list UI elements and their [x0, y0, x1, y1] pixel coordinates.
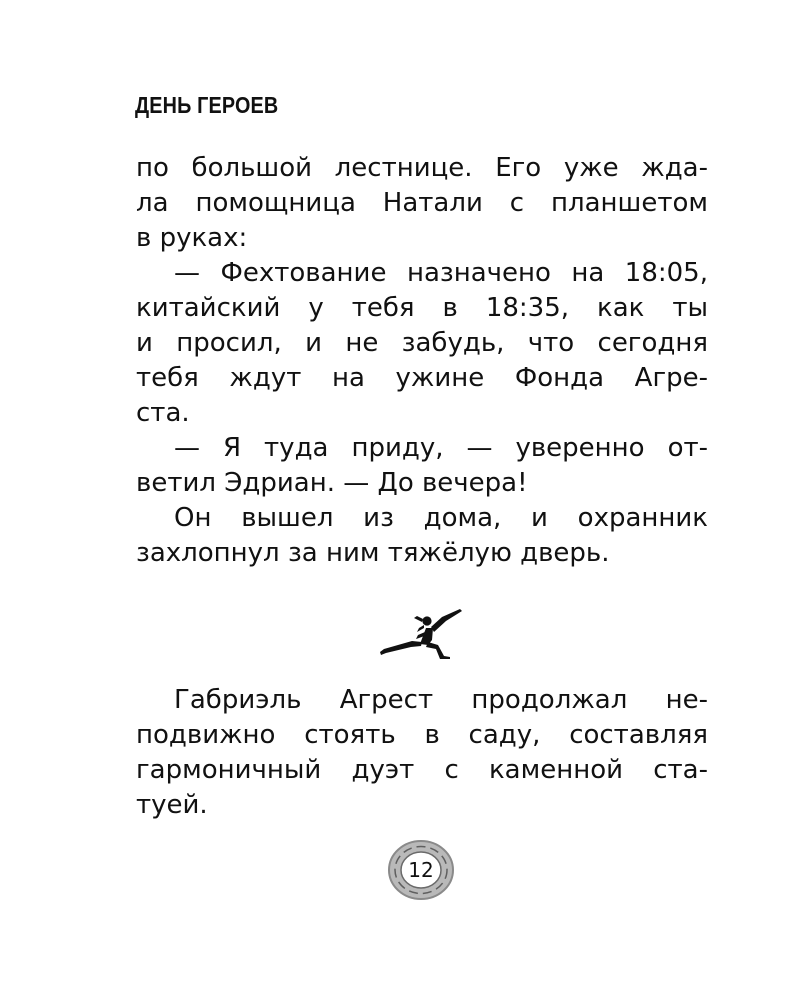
text-line: туей.: [136, 790, 208, 820]
text-line: — Фехтование назначено на 18:05,: [174, 258, 708, 288]
text-line: гармоничный дуэт с каменной ста-: [136, 755, 708, 785]
heroine-silhouette-icon: [376, 604, 466, 660]
text-line: ветил Эдриан. — До вечера!: [136, 468, 528, 498]
text-line: по большой лестнице. Его уже жда-: [136, 153, 708, 183]
text-line: ла помощница Натали с планшетом: [136, 188, 708, 218]
text-line: захлопнул за ним тяжёлую дверь.: [136, 538, 610, 568]
text-line: китайский у тебя в 18:35, как ты: [136, 293, 708, 323]
text-line: и просил, и не забудь, что сегодня: [136, 328, 708, 358]
text-line: подвижно стоять в саду, составляя: [136, 720, 708, 750]
text-line: — Я туда приду, — уверенно от-: [174, 433, 708, 463]
page-number: 12: [408, 858, 434, 882]
text-line: Габриэль Агрест продолжал не-: [174, 685, 708, 715]
text-line: Он вышел из дома, и охранник: [174, 503, 708, 533]
text-line: ста.: [136, 398, 190, 428]
text-line: тебя ждут на ужине Фонда Агре-: [136, 363, 708, 393]
page-number-badge: [387, 839, 455, 901]
text-line: в руках:: [136, 223, 248, 253]
running-head: ДЕНЬ ГЕРОЕВ: [135, 92, 279, 118]
